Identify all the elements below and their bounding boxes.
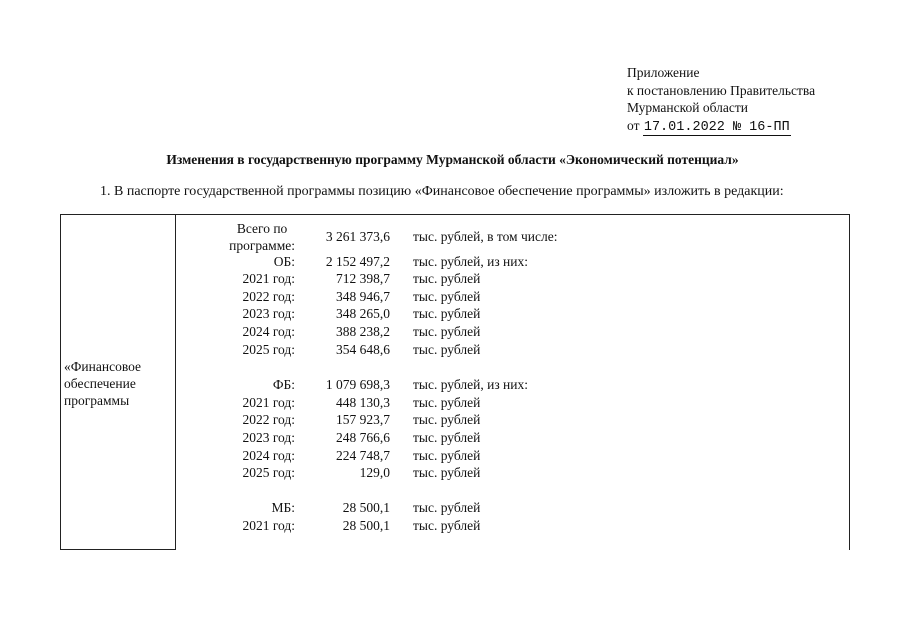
row-label: 2021 год:	[242, 518, 295, 533]
row-label: 2024 год:	[242, 448, 295, 463]
table-row	[0, 376, 905, 393]
total-row	[0, 220, 905, 254]
table-row	[0, 305, 905, 322]
row-label: 2024 год:	[242, 324, 295, 339]
row-label: ФБ:	[272, 377, 295, 392]
row-unit: тыс. рублей, из них:	[413, 377, 528, 392]
table-row	[0, 447, 905, 464]
row-label: 2025 год:	[242, 342, 295, 357]
appendix-label: Приложение	[627, 65, 700, 80]
row-label: 2023 год:	[242, 306, 295, 321]
row-unit: тыс. рублей	[413, 465, 481, 480]
row-unit: тыс. рублей	[413, 289, 481, 304]
table-top-border	[60, 214, 850, 215]
table-row	[0, 323, 905, 340]
intro-paragraph: 1. В паспорте государственной программы позицию «Финансовое обеспечение программы» изложить в редакции:	[100, 184, 784, 199]
table-row	[0, 499, 905, 516]
row-amount: 129,0	[359, 465, 390, 480]
row-unit: тыс. рублей	[413, 395, 481, 410]
row-amount: 354 648,6	[336, 342, 390, 357]
row-label: 2022 год:	[242, 412, 295, 427]
row-unit: тыс. рублей, из них:	[413, 254, 528, 269]
row-label: МБ:	[271, 500, 295, 515]
table-row	[0, 288, 905, 305]
total-amount: 3 261 373,6	[325, 229, 390, 244]
row-label: 2025 год:	[242, 465, 295, 480]
row-label: 2023 год:	[242, 430, 295, 445]
table-row	[0, 394, 905, 411]
row-amount: 348 265,0	[336, 306, 390, 321]
table-row	[0, 341, 905, 358]
table-bottom-border-left	[60, 549, 176, 550]
row-unit: тыс. рублей	[413, 324, 481, 339]
financing-label-line-3: программы	[64, 393, 130, 408]
row-label: 2021 год:	[242, 271, 295, 286]
row-amount: 28 500,1	[342, 518, 390, 533]
financing-label-line-2: обеспечение	[64, 376, 136, 391]
row-amount: 224 748,7	[336, 448, 390, 463]
total-unit: тыс. рублей, в том числе:	[413, 229, 558, 244]
total-label	[229, 220, 295, 254]
region-line: Мурманской области	[627, 100, 748, 115]
row-amount: 28 500,1	[342, 500, 390, 515]
resolution-line: к постановлению Правительства	[627, 82, 816, 98]
row-unit: тыс. рублей	[413, 430, 481, 445]
table-row	[0, 429, 905, 446]
appendix-header	[627, 64, 815, 136]
row-label: 2021 год:	[242, 395, 295, 410]
total-label-line-2: программе:	[229, 238, 295, 253]
row-label: 2022 год:	[242, 289, 295, 304]
date-prefix: от	[627, 117, 640, 133]
table-row	[0, 253, 905, 270]
row-amount: 388 238,2	[336, 324, 390, 339]
row-amount: 712 398,7	[336, 271, 390, 286]
row-amount: 157 923,7	[336, 412, 390, 427]
table-row	[0, 517, 905, 534]
date-line	[627, 117, 815, 137]
row-unit: тыс. рублей	[413, 500, 481, 515]
row-unit: тыс. рублей	[413, 518, 481, 533]
total-label-line-1: Всего по	[236, 221, 288, 236]
row-amount: 348 946,7	[336, 289, 390, 304]
financing-label-line-1: «Финансовое	[64, 359, 142, 374]
row-label: ОБ:	[273, 254, 295, 269]
row-amount: 2 152 497,2	[325, 254, 390, 269]
row-amount: 1 079 698,3	[325, 377, 390, 392]
row-amount: 248 766,6	[336, 430, 390, 445]
row-unit: тыс. рублей	[413, 306, 481, 321]
row-unit: тыс. рублей	[413, 412, 481, 427]
date-stamp: 17.01.2022 № 16-ПП	[643, 119, 790, 135]
row-unit: тыс. рублей	[413, 271, 481, 286]
table-row	[0, 411, 905, 428]
table-row	[0, 270, 905, 287]
row-unit: тыс. рублей	[413, 448, 481, 463]
document-title: Изменения в государственную программу Мурманской области «Экономический потенциал»	[166, 152, 739, 167]
table-row	[0, 464, 905, 481]
row-unit: тыс. рублей	[413, 342, 481, 357]
row-amount: 448 130,3	[336, 395, 390, 410]
